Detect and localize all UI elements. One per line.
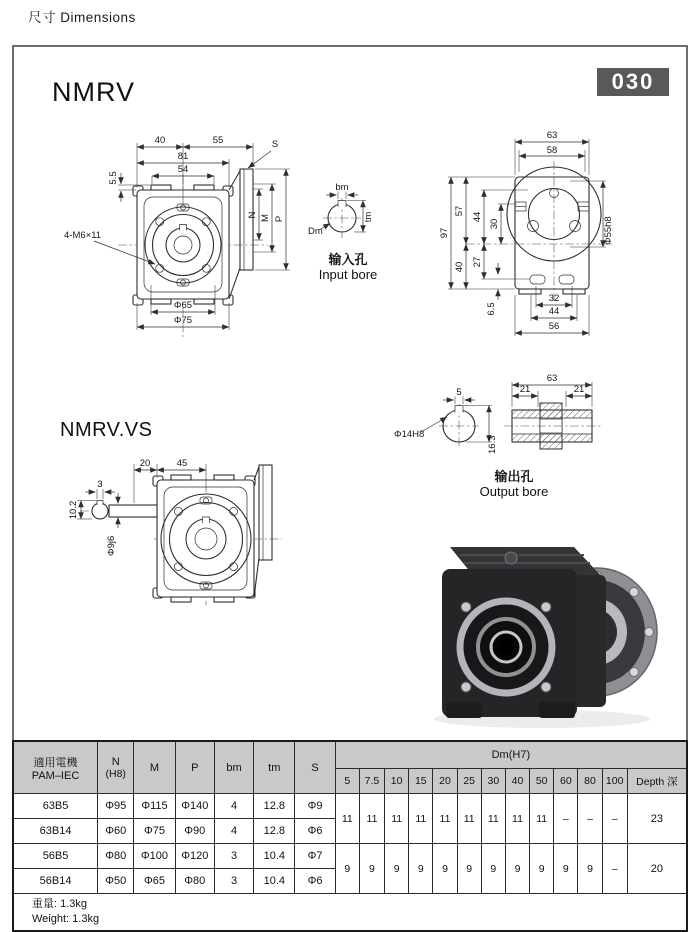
- col-header-n: [98, 741, 134, 794]
- dm-col-25: 25: [457, 769, 481, 794]
- model-title-nmrv: NMRV: [52, 77, 136, 107]
- cell-m: Φ115: [134, 794, 175, 819]
- cell-dm: 11: [359, 794, 384, 844]
- cell-s: Φ6: [295, 869, 335, 894]
- bolt-spec-label: 4-M6×11: [64, 230, 102, 241]
- dim-label-5: 5: [456, 387, 462, 398]
- dim-label-6-5: 6.5: [486, 302, 497, 316]
- cell-dm: 9: [385, 844, 409, 894]
- dim-label-phi55h8: Φ55h8: [603, 216, 614, 245]
- dim-label-57: 57: [454, 205, 465, 217]
- cell-dm: –: [602, 794, 627, 844]
- dm-col-10: 10: [385, 769, 409, 794]
- dim-label-tm: tm: [363, 211, 374, 223]
- dim-label-16-3: 16.3: [487, 435, 498, 454]
- dm-col-80: 80: [578, 769, 602, 794]
- dim-label-30: 30: [489, 218, 500, 230]
- cell-n: Φ95: [98, 794, 134, 819]
- dm-col-20: 20: [433, 769, 457, 794]
- col-header-dm-h7: Dm(H7): [335, 741, 687, 769]
- dm-col-60: 60: [554, 769, 578, 794]
- cell-dm: 9: [457, 844, 481, 894]
- dim-label-dm: Dm: [308, 226, 323, 237]
- output-bore-diagram: [394, 373, 602, 499]
- dim-label-phi75: Φ75: [173, 315, 193, 326]
- dim-label-44b: 44: [548, 306, 560, 317]
- cell-tm: 10.4: [254, 844, 295, 869]
- cell-bm: 3: [214, 844, 253, 869]
- cell-n: Φ50: [98, 869, 134, 894]
- weight-note-en: Weight: 1.3kg: [32, 912, 100, 925]
- table-row-63b5: [13, 794, 687, 819]
- cell-dm: 9: [530, 844, 554, 894]
- dm-col-50: 50: [530, 769, 554, 794]
- dim-label-20: 20: [139, 458, 151, 469]
- col-header-n-sub: (H8): [105, 767, 126, 780]
- dim-label-21-left: 21: [519, 384, 531, 395]
- col-header-n-main: N: [111, 755, 120, 768]
- dim-label-40: 40: [154, 135, 166, 146]
- output-bore-label-cn: 输出孔: [494, 469, 534, 484]
- cell-dm: 9: [578, 844, 602, 894]
- dim-label-97: 97: [439, 227, 450, 239]
- dim-label-32: 32: [548, 293, 560, 304]
- input-bore-label-cn: 输入孔: [328, 252, 368, 267]
- dim-label-55: 55: [212, 135, 224, 146]
- dim-label-40: 40: [454, 261, 465, 273]
- cell-p: Φ90: [175, 819, 214, 844]
- cell-dm: 9: [335, 844, 359, 894]
- cell-model: 56B5: [13, 844, 98, 869]
- col-header-pam-cn: 適用電機: [33, 756, 78, 769]
- dim-label-s: S: [271, 139, 279, 150]
- cell-m: Φ65: [134, 869, 175, 894]
- cell-depth: 23: [627, 794, 687, 844]
- dim-label-81: 81: [177, 151, 189, 162]
- back-view-drawing: [439, 130, 614, 336]
- dim-label-58: 58: [546, 145, 558, 156]
- dim-label-44: 44: [472, 211, 483, 223]
- dm-col-100: 100: [602, 769, 627, 794]
- table-row-weight-note: [13, 894, 687, 931]
- product-photo: [434, 547, 657, 728]
- technical-drawings: [14, 47, 686, 738]
- dim-label-phi65: Φ65: [173, 300, 193, 311]
- cell-dm: 11: [433, 794, 457, 844]
- page-header: 尺寸 Dimensions: [28, 10, 136, 25]
- cell-p: Φ120: [175, 844, 214, 869]
- cell-dm: 11: [409, 794, 433, 844]
- dim-label-phi14h8: Φ14H8: [394, 429, 425, 440]
- cell-dm: 11: [335, 794, 359, 844]
- cell-tm: 12.8: [254, 819, 295, 844]
- dim-label-21-right: 21: [573, 384, 585, 395]
- cell-p: Φ80: [175, 869, 214, 894]
- cell-dm: –: [602, 844, 627, 894]
- dm-col-5: 5: [335, 769, 359, 794]
- cell-n: Φ80: [98, 844, 134, 869]
- dim-label-56: 56: [548, 321, 560, 332]
- dim-label-10-2: 10.2: [68, 500, 79, 520]
- dim-label-54: 54: [177, 164, 189, 175]
- cell-depth: 20: [627, 844, 687, 894]
- dm-col-30: 30: [481, 769, 505, 794]
- col-header-p: P: [175, 741, 214, 794]
- cell-s: Φ7: [295, 844, 335, 869]
- dim-label-p: P: [274, 215, 285, 223]
- dim-label-63-shaft: 63: [546, 373, 558, 384]
- front-view-drawing: [64, 135, 290, 337]
- input-bore-diagram: [308, 182, 377, 282]
- cell-s: Φ9: [295, 794, 335, 819]
- col-header-pam-en: PAM–IEC: [31, 769, 80, 782]
- col-header-bm: bm: [214, 741, 253, 794]
- weight-note: [13, 894, 687, 931]
- cell-dm: –: [578, 794, 602, 844]
- dim-label-bm: bm: [335, 182, 349, 193]
- cell-dm: 11: [481, 794, 505, 844]
- table-row-56b5: [13, 844, 687, 869]
- dim-label-3: 3: [97, 479, 103, 490]
- cell-model: 56B14: [13, 869, 98, 894]
- output-bore-label-en: Output bore: [479, 484, 549, 499]
- dim-label-m: M: [260, 214, 271, 222]
- input-bore-label-en: Input bore: [318, 267, 378, 282]
- dm-col-15: 15: [409, 769, 433, 794]
- size-badge: 030: [597, 68, 669, 96]
- dimensions-panel: [12, 45, 688, 740]
- dm-col-40: 40: [505, 769, 529, 794]
- cell-p: Φ140: [175, 794, 214, 819]
- weight-note-cn: 重量: 1.3kg: [32, 898, 88, 910]
- cell-dm: 9: [481, 844, 505, 894]
- col-header-tm: tm: [254, 741, 295, 794]
- cell-model: 63B5: [13, 794, 98, 819]
- cell-model: 63B14: [13, 819, 98, 844]
- cell-dm: 11: [530, 794, 554, 844]
- cell-bm: 3: [214, 869, 253, 894]
- cell-m: Φ100: [134, 844, 175, 869]
- dim-label-n: N: [247, 211, 258, 219]
- cell-tm: 10.4: [254, 869, 295, 894]
- cell-dm: 9: [505, 844, 529, 894]
- dim-label-phi9j6: Φ9j6: [106, 535, 117, 556]
- vs-view-drawing: [68, 458, 282, 605]
- cell-dm: 11: [457, 794, 481, 844]
- cell-dm: 9: [433, 844, 457, 894]
- cell-bm: 4: [214, 794, 253, 819]
- cell-dm: 11: [505, 794, 529, 844]
- dim-label-45: 45: [176, 458, 188, 469]
- col-header-s: S: [295, 741, 335, 794]
- cell-dm: 11: [385, 794, 409, 844]
- dimension-table: [12, 740, 688, 932]
- col-header-pam-iec: [13, 741, 98, 794]
- dim-label-63: 63: [546, 130, 558, 141]
- cell-tm: 12.8: [254, 794, 295, 819]
- cell-dm: 9: [409, 844, 433, 894]
- cell-dm: –: [554, 794, 578, 844]
- dim-label-27: 27: [472, 256, 483, 268]
- cell-s: Φ6: [295, 819, 335, 844]
- dm-col-7-5: 7.5: [359, 769, 384, 794]
- model-title-nmrv-vs: NMRV.VS: [60, 419, 153, 441]
- col-header-m: M: [134, 741, 175, 794]
- cell-n: Φ60: [98, 819, 134, 844]
- cell-bm: 4: [214, 819, 253, 844]
- cell-dm: 9: [554, 844, 578, 894]
- cell-m: Φ75: [134, 819, 175, 844]
- cell-dm: 9: [359, 844, 384, 894]
- col-header-depth: Depth 深: [627, 769, 687, 794]
- dim-label-5-5: 5.5: [108, 171, 119, 185]
